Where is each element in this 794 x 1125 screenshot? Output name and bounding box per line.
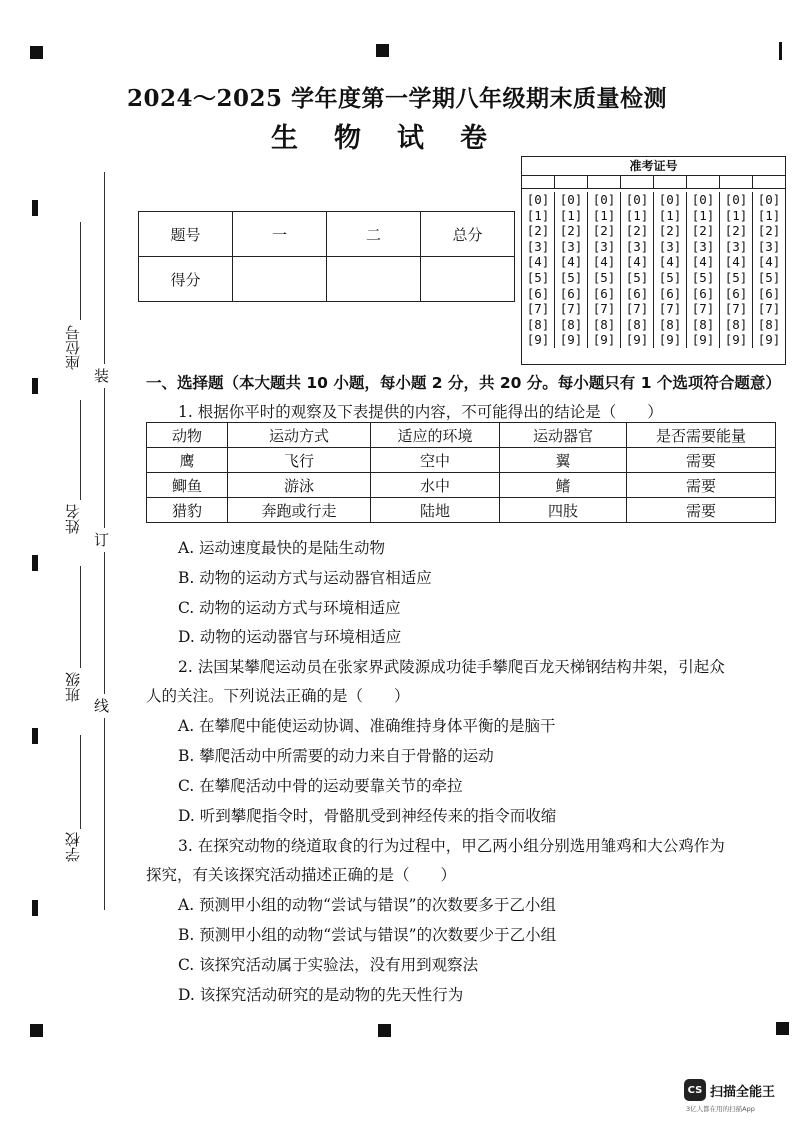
registration-mark <box>776 1022 789 1035</box>
exam-number-digit-bubble[interactable]: [9] <box>559 332 583 348</box>
q2-option-d: D. 听到攀爬指令时，骨骼肌受到神经传来的指令而收缩 <box>178 807 557 825</box>
exam-number-digit-bubble[interactable]: [2] <box>724 223 748 239</box>
registration-mark <box>779 42 782 60</box>
registration-mark <box>30 46 43 59</box>
exam-number-digit-bubble[interactable]: [7] <box>757 301 781 317</box>
exam-number-digit-bubble[interactable]: [9] <box>724 332 748 348</box>
exam-number-digit-bubble[interactable]: [1] <box>526 207 550 223</box>
exam-number-digit-bubble[interactable]: [4] <box>625 254 649 270</box>
exam-number-column <box>720 192 753 348</box>
exam-number-digit-bubble[interactable]: [4] <box>592 254 616 270</box>
exam-number-digit-bubble[interactable]: [0] <box>691 192 715 207</box>
exam-number-digit-bubble[interactable]: [9] <box>757 332 781 348</box>
q3-option-d: D. 该探究活动研究的是动物的先天性行为 <box>178 986 464 1004</box>
exam-number-digit-bubble[interactable]: [9] <box>592 332 616 348</box>
score-row-label: 得分 <box>139 257 233 302</box>
exam-number-write-row[interactable] <box>522 176 785 189</box>
name-label: 姓名 <box>64 504 82 534</box>
data-cell: 飞行 <box>228 448 371 473</box>
exam-number-column <box>588 192 621 348</box>
class-field[interactable] <box>80 566 81 668</box>
q1-option-d: D. 动物的运动器官与环境相适应 <box>178 628 402 646</box>
exam-number-digit-bubble[interactable]: [1] <box>658 207 682 223</box>
exam-number-digit-bubble[interactable]: [8] <box>658 316 682 332</box>
data-cell: 陆地 <box>371 498 500 523</box>
exam-number-digit-bubble[interactable]: [0] <box>724 192 748 207</box>
q3-option-b: B. 预测甲小组的动物“尝试与错误”的次数要少于乙小组 <box>178 926 557 944</box>
scanner-watermark <box>684 1079 775 1101</box>
registration-mark <box>376 44 389 57</box>
exam-number-digit-bubble[interactable]: [7] <box>592 301 616 317</box>
question-2-stem-cont: 人的关注。下列说法正确的是（ ） <box>146 687 410 705</box>
data-cell: 翼 <box>500 448 627 473</box>
exam-number-digit-bubble[interactable]: [5] <box>526 269 550 285</box>
exam-number-digit-bubble[interactable]: [2] <box>526 223 550 239</box>
exam-number-digit-bubble[interactable]: [8] <box>724 316 748 332</box>
exam-number-digit-bubble[interactable]: [8] <box>757 316 781 332</box>
exam-number-digit-bubble[interactable]: [7] <box>625 301 649 317</box>
exam-number-digit-bubble[interactable]: [9] <box>691 332 715 348</box>
q2-option-a: A. 在攀爬中能使运动协调、准确维持身体平衡的是脑干 <box>178 717 556 735</box>
registration-mark <box>30 1024 43 1037</box>
score-cell[interactable] <box>421 257 515 302</box>
q2-option-b: B. 攀爬活动中所需要的动力来自于骨骼的运动 <box>178 747 494 765</box>
data-table-header: 适应的环境 <box>371 423 500 448</box>
q1-option-c: C. 动物的运动方式与环境相适应 <box>178 599 401 617</box>
data-table-header: 运动器官 <box>500 423 627 448</box>
exam-title: 2024～2025 学年度第一学期八年级期末质量检测 <box>126 85 668 112</box>
data-cell: 鹰 <box>147 448 228 473</box>
data-cell: 空中 <box>371 448 500 473</box>
exam-number-digit-bubble[interactable]: [4] <box>724 254 748 270</box>
exam-number-digit-bubble[interactable]: [6] <box>559 285 583 301</box>
exam-number-title: 准考证号 <box>522 157 785 176</box>
exam-number-digit-bubble[interactable]: [9] <box>658 332 682 348</box>
exam-number-digit-bubble[interactable]: [4] <box>691 254 715 270</box>
exam-number-digit-bubble[interactable]: [5] <box>625 269 649 285</box>
score-table <box>138 211 515 302</box>
exam-number-digit-bubble[interactable]: [0] <box>757 192 781 207</box>
exam-number-digit-bubble[interactable]: [1] <box>625 207 649 223</box>
q2-option-c: C. 在攀爬活动中骨的运动要靠关节的牵拉 <box>178 777 463 795</box>
registration-mark <box>32 555 38 571</box>
exam-number-column <box>753 192 785 348</box>
registration-mark <box>378 1024 391 1037</box>
score-cell[interactable] <box>327 257 421 302</box>
exam-number-digit-bubble[interactable]: [8] <box>559 316 583 332</box>
data-cell: 游泳 <box>228 473 371 498</box>
data-table-header: 是否需要能量 <box>627 423 776 448</box>
data-cell: 奔跑或行走 <box>228 498 371 523</box>
registration-mark <box>32 728 38 744</box>
score-header: 一 <box>233 212 327 257</box>
exam-number-digit-bubble[interactable]: [2] <box>691 223 715 239</box>
exam-number-digit-bubble[interactable]: [7] <box>559 301 583 317</box>
school-field[interactable] <box>80 735 81 829</box>
exam-number-digit-columns <box>522 189 785 348</box>
exam-number-column <box>654 192 687 348</box>
exam-number-digit-bubble[interactable]: [1] <box>592 207 616 223</box>
exam-number-digit-bubble[interactable]: [8] <box>592 316 616 332</box>
exam-number-digit-bubble[interactable]: [2] <box>658 223 682 239</box>
exam-number-digit-bubble[interactable]: [3] <box>658 238 682 254</box>
q1-option-b: B. 动物的运动方式与运动器官相适应 <box>178 569 432 587</box>
exam-number-digit-bubble[interactable]: [3] <box>625 238 649 254</box>
exam-number-column <box>522 192 555 348</box>
exam-number-digit-bubble[interactable]: [0] <box>592 192 616 207</box>
data-cell: 需要 <box>627 473 776 498</box>
exam-number-digit-bubble[interactable]: [1] <box>691 207 715 223</box>
exam-number-digit-bubble[interactable]: [3] <box>691 238 715 254</box>
data-cell: 需要 <box>627 498 776 523</box>
exam-number-digit-bubble[interactable]: [6] <box>625 285 649 301</box>
binding-label: 线 <box>94 694 109 718</box>
camscanner-logo-icon: CS <box>684 1079 706 1101</box>
exam-number-digit-bubble[interactable]: [0] <box>625 192 649 207</box>
exam-number-digit-bubble[interactable]: [1] <box>724 207 748 223</box>
exam-number-digit-bubble[interactable]: [9] <box>625 332 649 348</box>
exam-number-digit-bubble[interactable]: [7] <box>658 301 682 317</box>
exam-number-digit-bubble[interactable]: [5] <box>559 269 583 285</box>
exam-number-digit-bubble[interactable]: [3] <box>526 238 550 254</box>
q3-option-a: A. 预测甲小组的动物“尝试与错误”的次数要多于乙小组 <box>178 896 556 914</box>
exam-number-digit-bubble[interactable]: [1] <box>559 207 583 223</box>
data-cell: 猎豹 <box>147 498 228 523</box>
score-header: 二 <box>327 212 421 257</box>
data-table <box>146 422 776 523</box>
question-1-stem: 1. 根据你平时的观察及下表提供的内容，不可能得出的结论是（ ） <box>178 403 663 421</box>
exam-subject: 生物试卷 <box>271 123 523 154</box>
q3-option-c: C. 该探究活动属于实验法，没有用到观察法 <box>178 956 479 974</box>
q1-option-a: A. 运动速度最快的是陆生动物 <box>178 539 386 557</box>
question-3-stem: 3. 在探究动物的绕道取食的行为过程中，甲乙两小组分别选用雏鸡和大公鸡作为 <box>178 837 725 855</box>
exam-number-digit-bubble[interactable]: [5] <box>757 269 781 285</box>
exam-number-digit-bubble[interactable]: [5] <box>724 269 748 285</box>
exam-number-column <box>621 192 654 348</box>
seat-number-label: 座位号 <box>64 325 82 370</box>
exam-number-digit-bubble[interactable]: [5] <box>658 269 682 285</box>
exam-number-digit-bubble[interactable]: [6] <box>757 285 781 301</box>
exam-number-digit-bubble[interactable]: [2] <box>559 223 583 239</box>
question-2-stem: 2. 法国某攀爬运动员在张家界武陵源成功徒手攀爬百龙天梯钢结构井架，引起众 <box>178 658 725 676</box>
exam-number-digit-bubble[interactable]: [0] <box>658 192 682 207</box>
registration-mark <box>32 900 38 916</box>
exam-number-digit-bubble[interactable]: [3] <box>559 238 583 254</box>
exam-number-digit-bubble[interactable]: [8] <box>691 316 715 332</box>
data-table-header: 运动方式 <box>228 423 371 448</box>
exam-number-digit-bubble[interactable]: [4] <box>559 254 583 270</box>
registration-mark <box>32 200 38 216</box>
exam-number-digit-bubble[interactable]: [5] <box>592 269 616 285</box>
binding-label: 装 <box>94 364 109 388</box>
exam-number-digit-bubble[interactable]: [3] <box>757 238 781 254</box>
section-heading: 一、选择题（本大题共 10 小题，每小题 2 分，共 20 分。每小题只有 1 个选项符合题意） <box>146 374 781 392</box>
exam-number-digit-bubble[interactable]: [2] <box>625 223 649 239</box>
exam-number-digit-bubble[interactable]: [2] <box>592 223 616 239</box>
score-header: 题号 <box>139 212 233 257</box>
exam-number-grid <box>521 156 786 365</box>
class-label: 班级 <box>64 672 82 702</box>
exam-number-digit-bubble[interactable]: [5] <box>691 269 715 285</box>
exam-number-digit-bubble[interactable]: [4] <box>757 254 781 270</box>
registration-mark <box>32 378 38 394</box>
exam-number-digit-bubble[interactable]: [8] <box>625 316 649 332</box>
exam-number-digit-bubble[interactable]: [7] <box>724 301 748 317</box>
exam-number-digit-bubble[interactable]: [2] <box>757 223 781 239</box>
exam-number-digit-bubble[interactable]: [3] <box>724 238 748 254</box>
school-label: 学校 <box>64 832 82 862</box>
binding-label: 订 <box>94 528 109 552</box>
exam-number-digit-bubble[interactable]: [6] <box>592 285 616 301</box>
score-cell[interactable] <box>233 257 327 302</box>
data-cell: 水中 <box>371 473 500 498</box>
exam-number-digit-bubble[interactable]: [6] <box>658 285 682 301</box>
exam-number-digit-bubble[interactable]: [7] <box>526 301 550 317</box>
data-cell: 需要 <box>627 448 776 473</box>
exam-number-digit-bubble[interactable]: [1] <box>757 207 781 223</box>
exam-number-digit-bubble[interactable]: [4] <box>658 254 682 270</box>
exam-number-digit-bubble[interactable]: [3] <box>592 238 616 254</box>
data-cell: 鲫鱼 <box>147 473 228 498</box>
scanner-name: 扫描全能王 <box>710 1084 776 1100</box>
exam-number-column <box>555 192 588 348</box>
exam-number-digit-bubble[interactable]: [6] <box>526 285 550 301</box>
exam-number-digit-bubble[interactable]: [0] <box>526 192 550 207</box>
data-cell: 鳍 <box>500 473 627 498</box>
seat-number-field[interactable] <box>80 222 81 320</box>
exam-number-digit-bubble[interactable]: [6] <box>691 285 715 301</box>
exam-number-digit-bubble[interactable]: [8] <box>526 316 550 332</box>
exam-number-digit-bubble[interactable]: [9] <box>526 332 550 348</box>
name-field[interactable] <box>80 400 81 500</box>
data-cell: 四肢 <box>500 498 627 523</box>
data-table-header: 动物 <box>147 423 228 448</box>
exam-number-digit-bubble[interactable]: [6] <box>724 285 748 301</box>
question-3-stem-cont: 探究，有关该探究活动描述正确的是（ ） <box>146 866 457 884</box>
exam-number-column <box>687 192 720 348</box>
score-header: 总分 <box>421 212 515 257</box>
exam-number-digit-bubble[interactable]: [0] <box>559 192 583 207</box>
exam-number-digit-bubble[interactable]: [7] <box>691 301 715 317</box>
scanner-tagline: 3亿人都在用的扫描App <box>686 1105 755 1113</box>
exam-number-digit-bubble[interactable]: [4] <box>526 254 550 270</box>
